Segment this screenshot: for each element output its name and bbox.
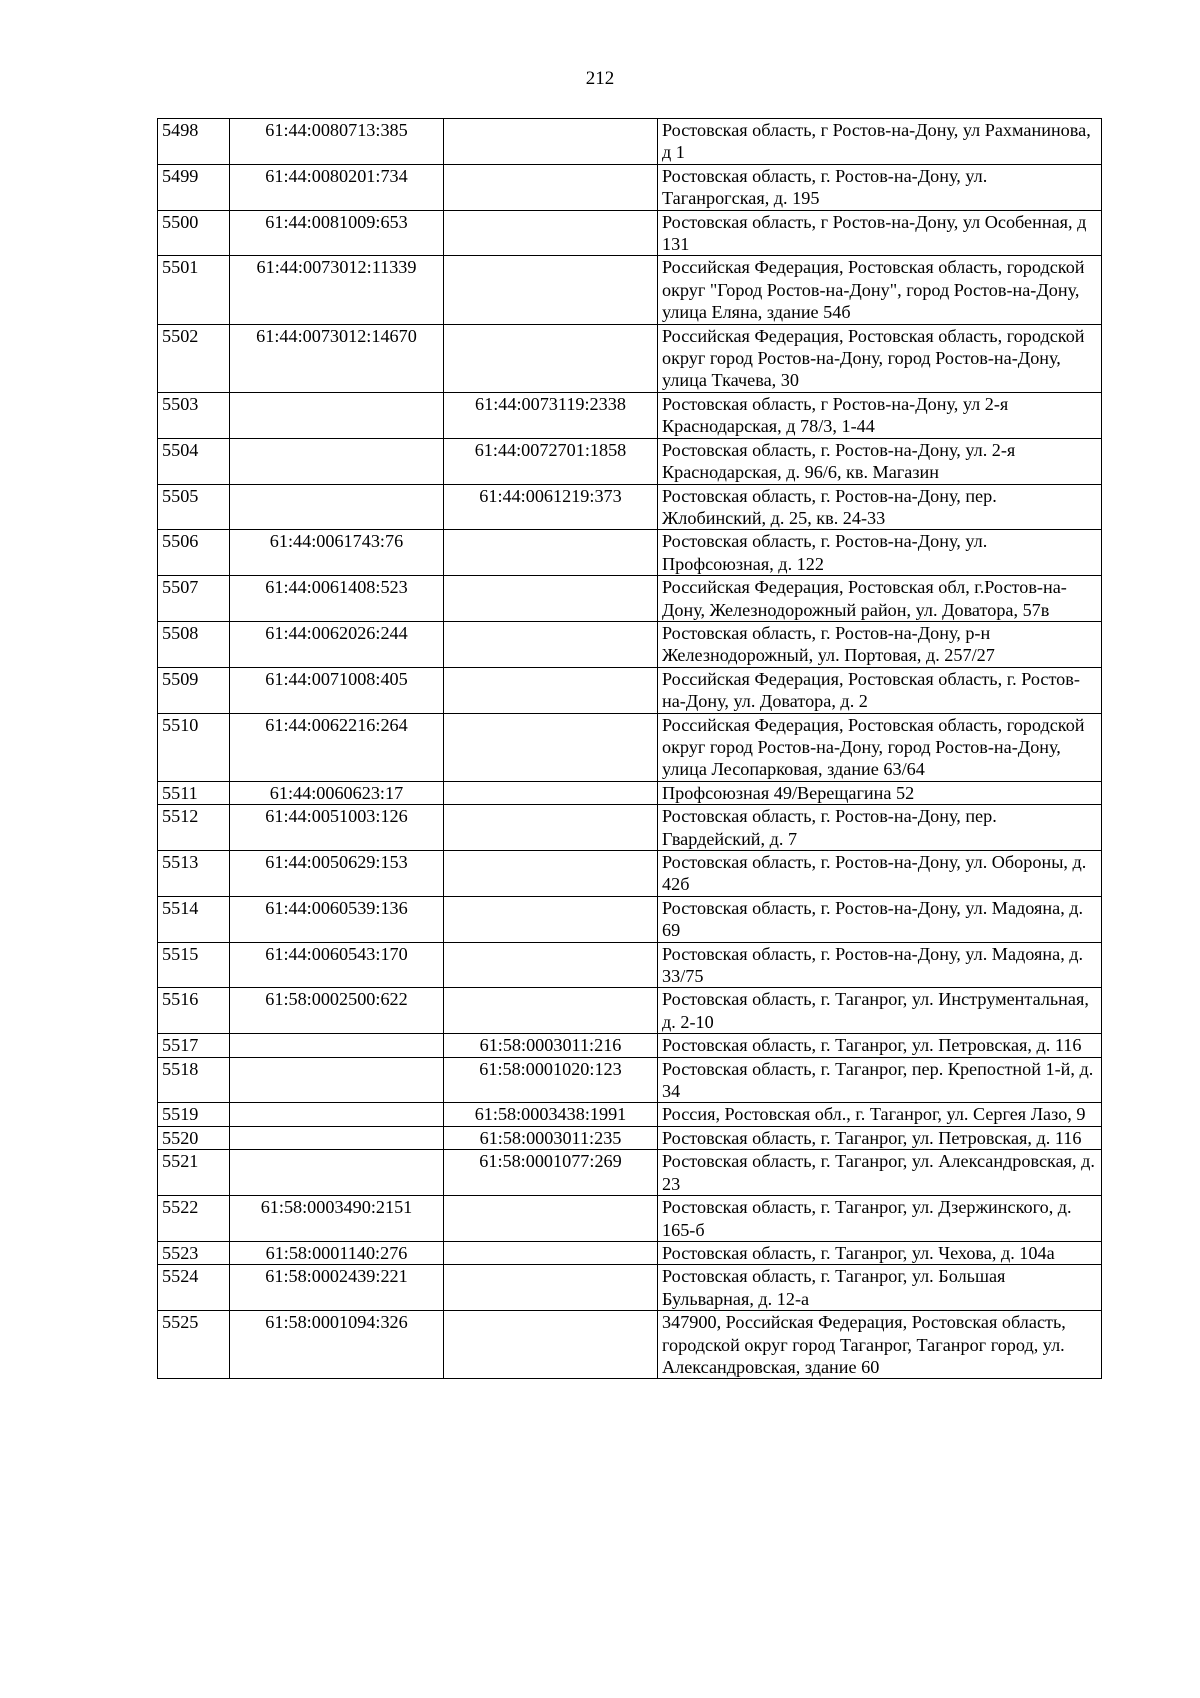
cadastral-number-primary	[230, 1103, 444, 1126]
cadastral-number-secondary	[444, 713, 658, 781]
cadastral-number-primary: 61:58:0003490:2151	[230, 1196, 444, 1242]
cadastral-number-primary: 61:58:0001094:326	[230, 1311, 444, 1379]
cadastral-number-secondary	[444, 781, 658, 804]
cadastral-number-primary: 61:58:0002439:221	[230, 1265, 444, 1311]
table-row	[158, 1265, 1102, 1311]
address: Российская Федерация, Ростовская область, городской округ город Ростов-на-Дону, город Ростов-на-Дону, улица Лесопарковая, здание 63/64	[658, 713, 1102, 781]
row-number: 5519	[158, 1103, 230, 1126]
table-row	[158, 1126, 1102, 1149]
row-number: 5510	[158, 713, 230, 781]
row-number: 5502	[158, 324, 230, 392]
cadastral-number-secondary	[444, 576, 658, 622]
row-number: 5517	[158, 1034, 230, 1057]
cadastral-number-primary	[230, 438, 444, 484]
row-number: 5514	[158, 896, 230, 942]
address: Российская Федерация, Ростовская область, городской округ "Город Ростов-на-Дону", город Ростов-на-Дону, улица Еляна, здание 54б	[658, 256, 1102, 324]
address: Ростовская область, г. Ростов-на-Дону, ул. Обороны, д. 42б	[658, 851, 1102, 897]
cadastral-number-secondary: 61:58:0003011:235	[444, 1126, 658, 1149]
table-row	[158, 438, 1102, 484]
address: Россия, Ростовская обл., г. Таганрог, ул. Сергея Лазо, 9	[658, 1103, 1102, 1126]
row-number: 5520	[158, 1126, 230, 1149]
cadastral-number-secondary	[444, 530, 658, 576]
address: Ростовская область, г. Ростов-на-Дону, пер. Гвардейский, д. 7	[658, 805, 1102, 851]
row-number: 5513	[158, 851, 230, 897]
cadastral-number-primary: 61:44:0071008:405	[230, 667, 444, 713]
row-number: 5499	[158, 164, 230, 210]
cadastral-number-secondary	[444, 1196, 658, 1242]
cadastral-number-primary: 61:44:0062026:244	[230, 621, 444, 667]
cadastral-number-primary: 61:44:0051003:126	[230, 805, 444, 851]
address: Ростовская область, г Ростов-на-Дону, ул 2-я Краснодарская, д 78/3, 1-44	[658, 392, 1102, 438]
cadastral-number-primary: 61:44:0080201:734	[230, 164, 444, 210]
cadastral-number-secondary: 61:58:0001077:269	[444, 1150, 658, 1196]
address: Профсоюзная 49/Верещагина 52	[658, 781, 1102, 804]
table-row	[158, 896, 1102, 942]
table-row	[158, 324, 1102, 392]
address: Ростовская область, г. Ростов-на-Дону, пер. Жлобинский, д. 25, кв. 24-33	[658, 484, 1102, 530]
address: Российская Федерация, Ростовская область, городской округ город Ростов-на-Дону, город Ростов-на-Дону, улица Ткачева, 30	[658, 324, 1102, 392]
row-number: 5512	[158, 805, 230, 851]
cadastral-number-secondary	[444, 119, 658, 165]
cadastral-number-secondary: 61:58:0003011:216	[444, 1034, 658, 1057]
table-row	[158, 805, 1102, 851]
address: Ростовская область, г. Таганрог, ул. Петровская, д. 116	[658, 1034, 1102, 1057]
address: Ростовская область, г. Таганрог, ул. Чехова, д. 104а	[658, 1241, 1102, 1264]
cadastral-number-primary: 61:58:0001140:276	[230, 1241, 444, 1264]
cadastral-number-primary	[230, 392, 444, 438]
cadastral-number-secondary: 61:44:0073119:2338	[444, 392, 658, 438]
table-row	[158, 781, 1102, 804]
table-row	[158, 1311, 1102, 1379]
cadastral-number-secondary	[444, 324, 658, 392]
table-row	[158, 667, 1102, 713]
cadastral-number-primary: 61:44:0080713:385	[230, 119, 444, 165]
cadastral-number-secondary	[444, 164, 658, 210]
registry-table	[157, 118, 1102, 1379]
cadastral-number-secondary	[444, 942, 658, 988]
cadastral-number-primary: 61:58:0002500:622	[230, 988, 444, 1034]
row-number: 5518	[158, 1057, 230, 1103]
table-row	[158, 713, 1102, 781]
row-number: 5503	[158, 392, 230, 438]
table-row	[158, 1196, 1102, 1242]
row-number: 5515	[158, 942, 230, 988]
address: Ростовская область, г. Ростов-на-Дону, ул. Мадояна, д. 33/75	[658, 942, 1102, 988]
row-number: 5524	[158, 1265, 230, 1311]
address: Ростовская область, г. Таганрог, ул. Дзержинского, д. 165-б	[658, 1196, 1102, 1242]
row-number: 5504	[158, 438, 230, 484]
cadastral-number-primary: 61:44:0073012:14670	[230, 324, 444, 392]
row-number: 5498	[158, 119, 230, 165]
row-number: 5525	[158, 1311, 230, 1379]
cadastral-number-secondary	[444, 667, 658, 713]
cadastral-number-primary	[230, 1057, 444, 1103]
table-row	[158, 1241, 1102, 1264]
address: Российская Федерация, Ростовская обл, г.Ростов-на-Дону, Железнодорожный район, ул. Доватора, 57в	[658, 576, 1102, 622]
table-row	[158, 1103, 1102, 1126]
row-number: 5508	[158, 621, 230, 667]
cadastral-number-primary	[230, 1150, 444, 1196]
row-number: 5522	[158, 1196, 230, 1242]
cadastral-number-primary: 61:44:0081009:653	[230, 210, 444, 256]
address: Ростовская область, г. Ростов-на-Дону, ул. 2-я Краснодарская, д. 96/6, кв. Магазин	[658, 438, 1102, 484]
cadastral-number-secondary	[444, 1265, 658, 1311]
row-number: 5511	[158, 781, 230, 804]
cadastral-number-secondary	[444, 896, 658, 942]
cadastral-number-primary	[230, 1034, 444, 1057]
row-number: 5516	[158, 988, 230, 1034]
cadastral-number-primary: 61:44:0073012:11339	[230, 256, 444, 324]
registry-rows	[158, 119, 1102, 1379]
table-row	[158, 210, 1102, 256]
address: Ростовская область, г Ростов-на-Дону, ул Рахманинова, д 1	[658, 119, 1102, 165]
row-number: 5507	[158, 576, 230, 622]
cadastral-number-primary: 61:44:0060539:136	[230, 896, 444, 942]
table-row	[158, 576, 1102, 622]
row-number: 5506	[158, 530, 230, 576]
cadastral-number-secondary	[444, 851, 658, 897]
cadastral-number-primary: 61:44:0060623:17	[230, 781, 444, 804]
cadastral-number-primary: 61:44:0050629:153	[230, 851, 444, 897]
table-row	[158, 1034, 1102, 1057]
address: Ростовская область, г. Ростов-на-Дону, ул. Таганрогская, д. 195	[658, 164, 1102, 210]
cadastral-number-secondary	[444, 210, 658, 256]
address: Ростовская область, г. Ростов-на-Дону, ул. Мадояна, д. 69	[658, 896, 1102, 942]
address: Ростовская область, г. Таганрог, ул. Александровская, д. 23	[658, 1150, 1102, 1196]
address: 347900, Российская Федерация, Ростовская область, городской округ город Таганрог, Таганрог город, ул. Александровская, здание 60	[658, 1311, 1102, 1379]
table-row	[158, 988, 1102, 1034]
address: Ростовская область, г. Ростов-на-Дону, ул. Профсоюзная, д. 122	[658, 530, 1102, 576]
cadastral-number-secondary: 61:44:0072701:1858	[444, 438, 658, 484]
address: Ростовская область, г. Таганрог, ул. Инструментальная, д. 2-10	[658, 988, 1102, 1034]
cadastral-number-secondary	[444, 621, 658, 667]
table-row	[158, 119, 1102, 165]
row-number: 5523	[158, 1241, 230, 1264]
address: Ростовская область, г. Таганрог, пер. Крепостной 1-й, д. 34	[658, 1057, 1102, 1103]
table-row	[158, 164, 1102, 210]
address: Ростовская область, г. Ростов-на-Дону, р-н Железнодорожный, ул. Портовая, д. 257/27	[658, 621, 1102, 667]
row-number: 5500	[158, 210, 230, 256]
table-row	[158, 392, 1102, 438]
row-number: 5521	[158, 1150, 230, 1196]
cadastral-number-secondary: 61:58:0003438:1991	[444, 1103, 658, 1126]
table-row	[158, 256, 1102, 324]
cadastral-number-primary	[230, 484, 444, 530]
page-number: 212	[585, 68, 615, 89]
cadastral-number-secondary	[444, 805, 658, 851]
table-row	[158, 1057, 1102, 1103]
row-number: 5501	[158, 256, 230, 324]
table-row	[158, 942, 1102, 988]
table-row	[158, 484, 1102, 530]
table-row	[158, 530, 1102, 576]
cadastral-number-primary	[230, 1126, 444, 1149]
row-number: 5509	[158, 667, 230, 713]
cadastral-number-primary: 61:44:0061743:76	[230, 530, 444, 576]
cadastral-number-primary: 61:44:0061408:523	[230, 576, 444, 622]
cadastral-number-secondary	[444, 988, 658, 1034]
cadastral-number-secondary	[444, 1241, 658, 1264]
address: Ростовская область, г Ростов-на-Дону, ул Особенная, д 131	[658, 210, 1102, 256]
address: Ростовская область, г. Таганрог, ул. Большая Бульварная, д. 12-а	[658, 1265, 1102, 1311]
table-row	[158, 621, 1102, 667]
row-number: 5505	[158, 484, 230, 530]
table-row	[158, 1150, 1102, 1196]
cadastral-number-secondary	[444, 256, 658, 324]
cadastral-number-primary: 61:44:0060543:170	[230, 942, 444, 988]
cadastral-number-secondary	[444, 1311, 658, 1379]
table-row	[158, 851, 1102, 897]
cadastral-number-secondary: 61:58:0001020:123	[444, 1057, 658, 1103]
address: Ростовская область, г. Таганрог, ул. Петровская, д. 116	[658, 1126, 1102, 1149]
address: Российская Федерация, Ростовская область, г. Ростов-на-Дону, ул. Доватора, д. 2	[658, 667, 1102, 713]
cadastral-number-primary: 61:44:0062216:264	[230, 713, 444, 781]
cadastral-number-secondary: 61:44:0061219:373	[444, 484, 658, 530]
